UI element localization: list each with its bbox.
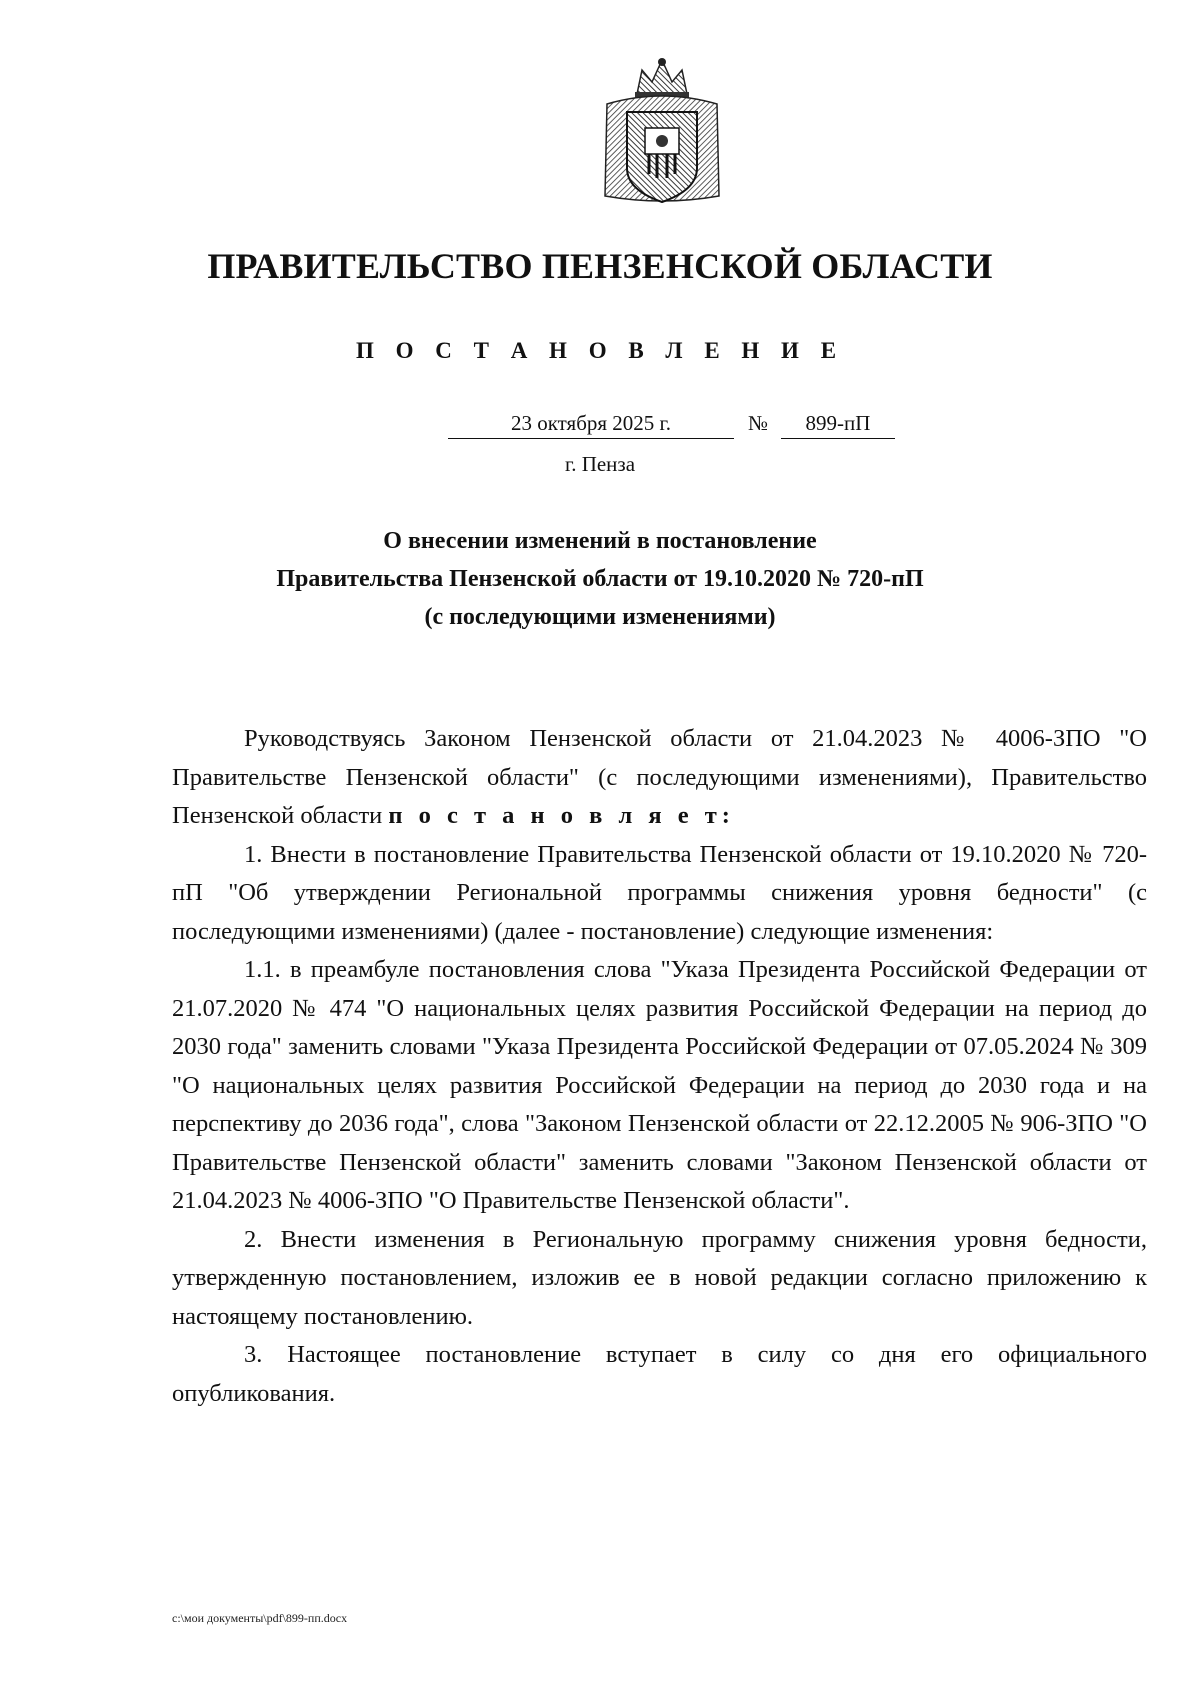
preamble-verb: п о с т а н о в л я е т:	[388, 802, 735, 829]
number-sign: №	[747, 411, 769, 435]
footer-file-path: c:\мои документы\pdf\899-пп.docx	[172, 1611, 348, 1625]
preamble-text: Руководствуясь Законом Пензенской области от 21.04.2023 № 4006-ЗПО "О Правительстве Пензенской области" (с последующими изменениями), Правительство Пензенской области	[172, 725, 1147, 829]
document-city: г. Пенза	[564, 452, 636, 476]
document-number: 899-пП	[781, 411, 895, 439]
item-3-paragraph: 3. Настоящее постановление вступает в силу со дня его официального опубликования.	[172, 1341, 1147, 1407]
preamble-paragraph	[172, 720, 1147, 836]
item-1-paragraph: 1. Внести в постановление Правительства Пензенской области от 19.10.2020 № 720-пП "Об утверждении Региональной программы снижения уровня бедности" (с последующими изменениями) (далее - постановление) следующие изменения:	[172, 840, 1147, 945]
organization-title: ПРАВИТЕЛЬСТВО ПЕНЗЕНСКОЙ ОБЛАСТИ	[207, 246, 993, 286]
document-body	[172, 720, 1147, 1413]
document-date: 23 октября 2025 г.	[448, 411, 734, 439]
document-subject	[0, 522, 1200, 636]
subject-line-2: Правительства Пензенской области от 19.10.2020 № 720-пП	[276, 566, 924, 592]
subject-line-1: О внесении изменений в постановление	[383, 528, 817, 554]
coat-of-arms-icon	[597, 56, 727, 216]
item-2-paragraph: 2. Внести изменения в Региональную программу снижения уровня бедности, утвержденную постановлением, изложив ее в новой редакции согласно приложению к настоящему постановлению.	[172, 1225, 1147, 1330]
item-1-1-paragraph: 1.1. в преамбуле постановления слова "Указа Президента Российской Федерации от 21.07.2020 № 474 "О национальных целях развития Российской Федерации на период до 2030 года" заменить словами "Указа Президента Российской Федерации от 07.05.2024 № 309 "О национальных целях развития Российской Федерации на период до 2030 года и на перспективу до 2036 года", слова "Законом Пензенской области от 22.12.2005 № 906-ЗПО "О Правительстве Пензенской области" заменить словами "Законом Пензенской области от 21.04.2023 № 4006-ЗПО "О Правительстве Пензенской области".	[172, 956, 1147, 1214]
subject-line-3: (с последующими изменениями)	[424, 604, 776, 630]
document-kind: П О С Т А Н О В Л Е Н И Е	[355, 338, 845, 363]
